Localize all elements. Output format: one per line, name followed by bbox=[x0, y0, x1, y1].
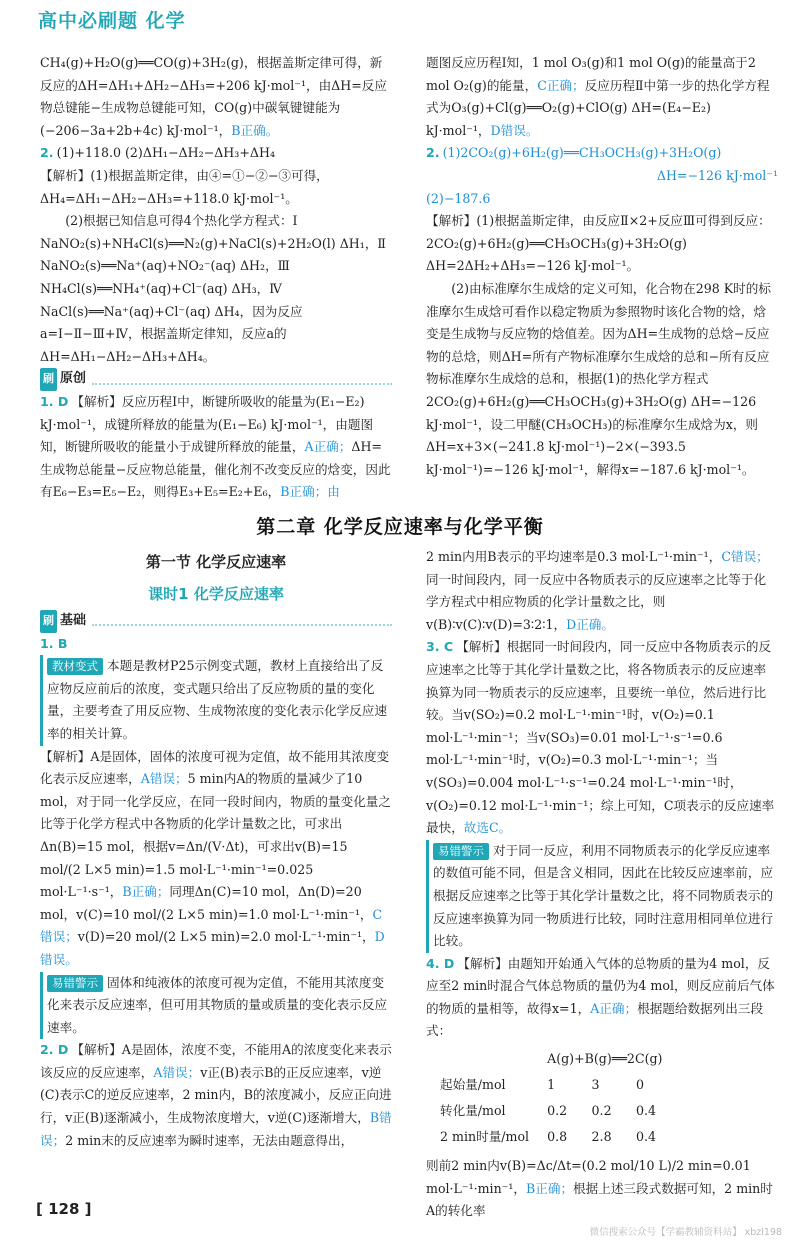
question-number: 4. D bbox=[426, 955, 455, 971]
book-header-title: 高中必刷题 化学 bbox=[38, 10, 186, 32]
row-label: 转化量/mol bbox=[440, 1103, 506, 1119]
text: 【解析】反应历程Ⅰ中，断键所吸收的能量为(E₁−E₂) kJ·mol⁻¹，成键所释放的能量为(E₁−E₆) kJ·mol⁻¹，由题图知，断键所吸收的能量小于成键所释放的能量， bbox=[40, 393, 374, 455]
answer-mark: D错误。 bbox=[40, 929, 385, 967]
cell-b: 2.8 bbox=[591, 1129, 612, 1145]
textbook-variant-note bbox=[40, 655, 392, 745]
table-row bbox=[434, 1073, 674, 1099]
error-warning-note bbox=[40, 972, 392, 1040]
section-title: 第一节 化学反应速率 bbox=[145, 553, 287, 571]
explanation: (2)根据已知信息可得4个热化学方程式：Ⅰ NaNO₂(s)+NH₄Cl(s)══N₂(g)+NaCl(s)+2H₂O(l) ΔH₁，Ⅱ NaNO₂(s)══Na⁺(aq)+NO₂⁻(aq) ΔH₂，Ⅲ NH₄Cl(s)══NH₄⁺(aq)+Cl⁻(aq) ΔH₃，Ⅳ NaCl(s)══Na⁺(aq)+Cl⁻(aq) ΔH₄，因为反应a=Ⅰ−Ⅱ−Ⅲ+Ⅳ，根据盖斯定律知，反应a的ΔH=ΔH₁−ΔH₂−ΔH₃+ΔH₄。 bbox=[40, 213, 386, 364]
text: 本题是教材P25示例变式题，教材上直接给出了反应物反应前后的浓度，变式题只给出了反应物质的量的变化量，主要考查了用反应物、生成物浓度的变化表示化学反应速率的相关计算。 bbox=[47, 658, 388, 741]
section-label: 基础 bbox=[60, 613, 87, 628]
answer-mark: C正确； bbox=[537, 77, 585, 93]
text: v正(B)表示B的正反应速率，v逆(C)表示C的逆反应速率，2 min内，B的浓度减小，反应正向进行，v正(B)逐渐减小，生成物浓度增大，v逆(C)逐渐增大， bbox=[40, 1064, 392, 1126]
text: 【解析】由题知开始通入气体的总物质的量为4 mol，反应至2 min时混合气体总物质的量仍为4 mol，则反应前后气体的物质的量相等，故得x=1， bbox=[426, 955, 775, 1016]
answer-mark: D正确。 bbox=[566, 616, 614, 632]
page-number-value: 128 bbox=[48, 1200, 80, 1218]
text: 同一时间段内，同一反应中各物质表示的反应速率之比等于化学方程式中相应物质的化学计量数之比，则v(B)∶v(C)∶v(D)=3∶2∶1， bbox=[426, 571, 767, 632]
table-row bbox=[434, 1125, 674, 1151]
three-stage-table bbox=[434, 1047, 674, 1151]
answer-mark: B正确； bbox=[122, 884, 170, 900]
question-number: 1. D bbox=[40, 393, 69, 409]
text: 同理Δn(C)=10 mol，Δn(D)=20 mol，v(C)=10 mol/(2 L×5 min)=1.0 mol·L⁻¹·min⁻¹， bbox=[40, 884, 373, 922]
section-header bbox=[40, 610, 392, 633]
answer-mark: B正确。 bbox=[231, 122, 279, 138]
answer-enthalpy: ΔH=−126 kJ·mol⁻¹ bbox=[656, 167, 778, 183]
question-1 bbox=[40, 391, 392, 504]
paragraph bbox=[40, 52, 392, 142]
answer-mark: D错误。 bbox=[490, 122, 539, 138]
answer-mark: A正确； bbox=[590, 1000, 638, 1016]
chapter-title: 第二章 化学反应速率与化学平衡 bbox=[256, 516, 544, 538]
text: 则前2 min内v(B)=Δc/Δt=(0.2 mol/10 L)/2 min=0.01 mol·L⁻¹·min⁻¹， bbox=[426, 1158, 751, 1196]
top-left-column bbox=[40, 52, 392, 504]
table-row bbox=[434, 1099, 674, 1125]
text: 【解析】A是固体，固体的浓度可视为定值，故不能用其浓度变化表示反应速率， bbox=[40, 748, 390, 787]
answer-mark: A错误； bbox=[153, 1064, 201, 1080]
equation: A(g)+B(g)══2C(g) bbox=[547, 1051, 663, 1067]
answer-mark: 故选C。 bbox=[463, 820, 512, 836]
text: 题图反应历程Ⅰ知，1 mol O₃(g)和1 mol O(g)的能量高于2 mol O₂(g)的能量， bbox=[426, 55, 756, 93]
text: 反应历程Ⅱ中第一步的热化学方程式为O₃(g)+Cl(g)══O₂(g)+ClO(g) ΔH=(E₄−E₂) kJ·mol⁻¹， bbox=[426, 77, 770, 138]
row-label: 2 min时量/mol bbox=[440, 1129, 530, 1145]
answer bbox=[426, 142, 778, 165]
text: 【解析】A是固体，浓度不变，不能用A的浓度变化来表示该反应的反应速率， bbox=[40, 1042, 392, 1080]
text: 根据上述三段式数据可知，2 min时A的转化率 bbox=[426, 1180, 773, 1219]
question-number: 2. D bbox=[40, 1042, 69, 1058]
lesson-title: 课时1 化学反应速率 bbox=[148, 585, 284, 603]
answer-mark: A正确； bbox=[304, 439, 352, 455]
question-3 bbox=[426, 636, 778, 839]
explanation: (2)由标准摩尔生成焓的定义可知，化合物在298 K时的标准摩尔生成焓可看作以稳定物质为参照物时该化合物的焓，焓变是生成物与反应物的焓值差。因为ΔH=生成物的总焓−反应物的总焓，则ΔH=所有产物标准摩尔生成焓的总和−所有反应物标准摩尔生成焓的总和，根据(1)的热化学方程式2CO₂(g)+6H₂(g)══CH₃OCH₃(g)+3H₂O(g) ΔH=−126 kJ·mol⁻¹，设二甲醚(CH₃OCH₃)的标准摩尔生成焓为x，则ΔH=x+3×(−241.8 kJ·mol⁻¹)−2×(−393.5 kJ·mol⁻¹)=−126 kJ·mol⁻¹，解得x=−187.6 kJ·mol⁻¹。 bbox=[426, 280, 771, 477]
question-2 bbox=[40, 1039, 392, 1152]
table-row bbox=[434, 1047, 674, 1073]
text: 对于同一反应，利用不同物质表示的化学反应速率的数值可能不同，但是含义相同，因此在比较反应速率前，应根据反应速率之比等于其化学计量数之比，将不同物质表示的反应速率换算为同一物质进行比较，同时注意用相同单位进行比较。 bbox=[433, 842, 774, 949]
text: 2 min内用B表示的平均速率是0.3 mol·L⁻¹·min⁻¹， bbox=[426, 549, 722, 564]
text: (1)2CO₂(g)+6H₂(g)══CH₃OCH₃(g)+3H₂O(g) bbox=[442, 145, 722, 161]
cell-c: 0.4 bbox=[636, 1129, 657, 1145]
explanation: 【解析】(1)根据盖斯定律，由④=①−②−③可得，ΔH₄=ΔH₁−ΔH₂−ΔH₃=+118.0 kJ·mol⁻¹。 bbox=[40, 167, 329, 206]
answer-mark: C错误； bbox=[721, 549, 769, 564]
answer: (2)−187.6 bbox=[426, 190, 491, 206]
text: 2 min末的反应速率为瞬时速率，无法由题意得出， bbox=[65, 1132, 354, 1148]
cell-b: 3 bbox=[591, 1077, 600, 1093]
note-tag: 教材变式 bbox=[47, 658, 103, 675]
cell-c: 0.4 bbox=[636, 1103, 657, 1119]
explanation: 【解析】(1)根据盖斯定律，由反应Ⅱ×2+反应Ⅲ可得到反应：2CO₂(g)+6H₂(g)══CH₃OCH₃(g)+3H₂O(g) ΔH=2ΔH₂+ΔH₃=−126 kJ·mol⁻¹。 bbox=[426, 213, 771, 274]
question-number: 1. B bbox=[40, 635, 68, 651]
answer-mark: B错误； bbox=[40, 1110, 392, 1148]
note-tag: 易错警示 bbox=[47, 975, 103, 992]
error-warning-note bbox=[426, 840, 778, 953]
answer: (1)+118.0 (2)ΔH₁−ΔH₂−ΔH₃+ΔH₄ bbox=[56, 145, 276, 161]
paragraph bbox=[426, 52, 778, 142]
page-number: [ 128 ] bbox=[36, 1200, 92, 1218]
divider bbox=[92, 375, 392, 385]
section-label: 原创 bbox=[60, 371, 87, 387]
top-right-column bbox=[426, 52, 778, 481]
text: 根据题给数据列出三段式： bbox=[426, 1000, 764, 1039]
text: 固体和纯液体的浓度可视为定值，不能用其浓度变化来表示反应速率，但可用其物质的量或质量的变化表示反应速率。 bbox=[47, 974, 388, 1035]
paragraph bbox=[426, 546, 778, 636]
bottom-right-column bbox=[426, 546, 778, 1223]
answer-mark: C错误； bbox=[40, 906, 383, 945]
explanation bbox=[40, 746, 392, 972]
text: CH₄(g)+H₂O(g)══CO(g)+3H₂(g)，根据盖斯定律可得，新反应的ΔH=ΔH₁+ΔH₂−ΔH₃=+206 kJ·mol⁻¹，由ΔH=反应物总键能−生成物总键能可知，CO(g)中碳氧键键能为(−206−3a+2b+4c) kJ·mol⁻¹， bbox=[40, 55, 387, 138]
cell-b: 0.2 bbox=[591, 1103, 612, 1119]
flag-icon: 刷 bbox=[40, 368, 57, 391]
question-number: 2. bbox=[426, 145, 440, 161]
table-cell bbox=[434, 1047, 541, 1073]
question-2 bbox=[40, 142, 392, 165]
question-4 bbox=[426, 953, 778, 1043]
text: ΔH=生成物总能量−反应物总能量，催化剂不改变反应的焓变，因此有E₆−E₃=E₅−E₂，则得E₃+E₅=E₂+E₆， bbox=[40, 439, 391, 500]
flag-icon: 刷 bbox=[40, 610, 57, 633]
divider bbox=[92, 616, 392, 626]
watermark: 微信搜索公众号【学霸教辅资料站】 xbzl198 bbox=[589, 1227, 782, 1238]
question-number: 3. C bbox=[426, 639, 454, 655]
cell-c: 0 bbox=[636, 1077, 645, 1093]
note-tag: 易错警示 bbox=[433, 843, 489, 860]
bottom-left-column bbox=[40, 546, 392, 1152]
question-number: 2. bbox=[40, 145, 54, 161]
explanation bbox=[426, 1155, 778, 1223]
text: 5 min内A的物质的量减少了10 mol，对于同一化学反应，在同一段时间内，物质的量变化量之比等于化学方程式中各物质的化学计量数之比，可求出Δn(B)=15 mol，根据v=Δn/(V·Δt)，可求出v(B)=15 mol/(2 L×5 min)=1.5 mol·L⁻¹·min⁻¹=0.025 mol·L⁻¹·s⁻¹， bbox=[40, 771, 391, 900]
cell-a: 1 bbox=[547, 1077, 556, 1093]
answer-mark: B正确；由 bbox=[280, 484, 340, 500]
text: v(D)=20 mol/(2 L×5 min)=2.0 mol·L⁻¹·min⁻¹， bbox=[77, 929, 375, 945]
answer-mark: B正确； bbox=[526, 1180, 574, 1196]
cell-a: 0.2 bbox=[547, 1103, 568, 1119]
section-header bbox=[40, 368, 392, 391]
text: 【解析】根据同一时间段内，同一反应中各物质表示的反应速率之比等于其化学计量数之比，将各物质表示的反应速率换算为同一物质表示的反应速率，且要统一单位，然后进行比较。当v(SO₂)=0.2 mol·L⁻¹·min⁻¹时，v(O₂)=0.1 mol·L⁻¹·min⁻¹；当v(SO₃)=0.01 mol·L⁻¹·s⁻¹=0.6 mol·L⁻¹·min⁻¹时，v(O₂)=0.3 mol·L⁻¹·min⁻¹；当v(SO₃)=0.004 mol·L⁻¹·s⁻¹=0.24 mol·L⁻¹·min⁻¹时，v(O₂)=0.12 mol·L⁻¹·min⁻¹；综上可知，C项表示的反应速率最快， bbox=[426, 639, 775, 836]
row-label: 起始量/mol bbox=[440, 1077, 506, 1093]
answer-mark: A错误； bbox=[140, 771, 188, 787]
cell-a: 0.8 bbox=[547, 1129, 568, 1145]
